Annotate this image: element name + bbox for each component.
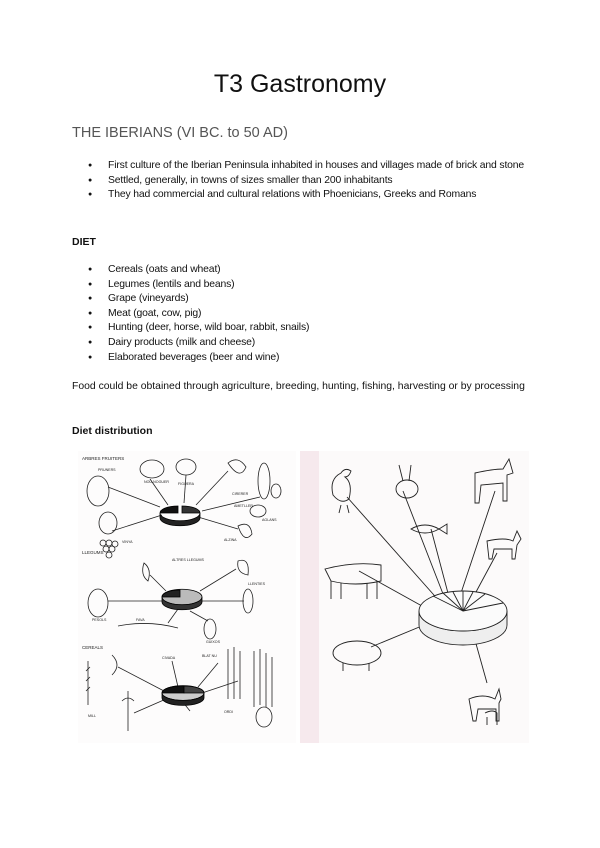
wheat-stalks-icon (254, 649, 272, 707)
grape-leaf-icon (99, 512, 117, 534)
goat-icon (469, 689, 501, 725)
walnut-leaf-icon (140, 460, 164, 478)
horse-icon (475, 459, 513, 503)
list-item: ● Settled, generally, in towns of sizes smaller than 200 inhabitants (72, 174, 530, 189)
food-sources-paragraph: Food could be obtained through agriculture, breeding, hunting, fishing, harvesting or by processing (72, 381, 525, 392)
section-subtitle: THE IBERIANS (VI BC. to 50 AD) (72, 125, 288, 141)
grain-head-icon (256, 707, 272, 727)
weed-plant-icon (122, 691, 134, 731)
meat-pie-chart (419, 591, 507, 645)
diet-bullet-list (72, 263, 530, 365)
list-item: ● Legumes (lentils and beans) (72, 278, 530, 293)
grape-bunch-icon (100, 540, 118, 558)
label-lentils: LLENTIES (248, 582, 265, 586)
label-acorns: AGLANS (262, 518, 277, 522)
deer-icon (487, 531, 521, 559)
label-vetch: GUIXOS (206, 640, 220, 644)
label-broad-bean: FAVA (136, 618, 145, 622)
list-item: ● Elaborated beverages (beer and wine) (72, 351, 530, 366)
label-peas: PESOLS (92, 618, 107, 622)
label-cherry: CIRERER (232, 492, 249, 496)
diet-distribution-heading: Diet distribution (72, 425, 153, 437)
label-other-legumes: ALTRES LLEGUMS (172, 558, 204, 562)
oak-leaf-icon (238, 524, 252, 537)
cereal-pie-chart (162, 686, 204, 706)
label-vine: VINYA (122, 540, 133, 544)
acorn-icon (271, 484, 281, 498)
label-holm-oak: ALZINA (224, 538, 237, 542)
list-item: ● First culture of the Iberian Peninsula inhabited in houses and villages made of brick and stone (72, 159, 530, 174)
barley-stalk-icon (228, 647, 240, 699)
cherry-branch-icon (176, 459, 196, 475)
bean-pod-icon (118, 623, 178, 628)
animal-diet-svg (319, 451, 529, 743)
label-fig: FIGUERA (178, 482, 194, 486)
fig-leaf-icon (87, 476, 109, 506)
cow-icon (325, 564, 381, 599)
section-label-fruit-trees: ARBRES FRUITERS (82, 456, 125, 461)
almond-leaf-icon (228, 460, 246, 473)
pea-plant-icon (88, 589, 108, 617)
intro-bullet-list (72, 159, 530, 203)
plant-diet-illustration (78, 451, 296, 743)
list-item: ● Hunting (deer, horse, wild boar, rabbit, snails) (72, 321, 530, 336)
fruit-pie-chart (160, 506, 200, 526)
legume-pie-chart (162, 589, 202, 610)
animal-diet-illustration (300, 451, 529, 743)
list-item: ● Dairy products (milk and cheese) (72, 336, 530, 351)
millet-stalk-icon (86, 661, 90, 705)
rooster-icon (332, 469, 351, 513)
label-millet: MILL (88, 714, 96, 718)
lentil-plant-icon (204, 619, 216, 639)
label-oats: CIVADA (162, 656, 176, 660)
label-naked-wheat: BLAT NU (202, 654, 217, 658)
rabbit-icon (396, 465, 418, 498)
label-barley: ORDI (224, 710, 233, 714)
list-item: ● Meat (goat, cow, pig) (72, 307, 530, 322)
section-label-cereals: CEREALS (82, 645, 104, 650)
label-pruners: PRUNERS (98, 468, 116, 472)
pea-pod-icon (143, 563, 150, 581)
list-item: ● They had commercial and cultural relations with Phoenicians, Greeks and Romans (72, 188, 530, 203)
section-label-legumes: LLEGUMS (82, 550, 104, 555)
list-item: ● Cereals (oats and wheat) (72, 263, 530, 278)
label-almond: AMETLLER (234, 504, 253, 508)
acorn-branch-icon (258, 463, 270, 499)
page-title: T3 Gastronomy (213, 70, 387, 98)
list-item: ● Grape (vineyards) (72, 292, 530, 307)
diet-heading: DIET (72, 236, 96, 248)
oat-plant-icon (112, 655, 117, 675)
label-walnut: NOU-NOGUER (144, 480, 169, 484)
animal-diet-panel (319, 451, 529, 743)
legume-plant-icon (238, 560, 249, 575)
plant-diet-svg (78, 451, 296, 743)
vetch-plant-icon (243, 589, 253, 613)
